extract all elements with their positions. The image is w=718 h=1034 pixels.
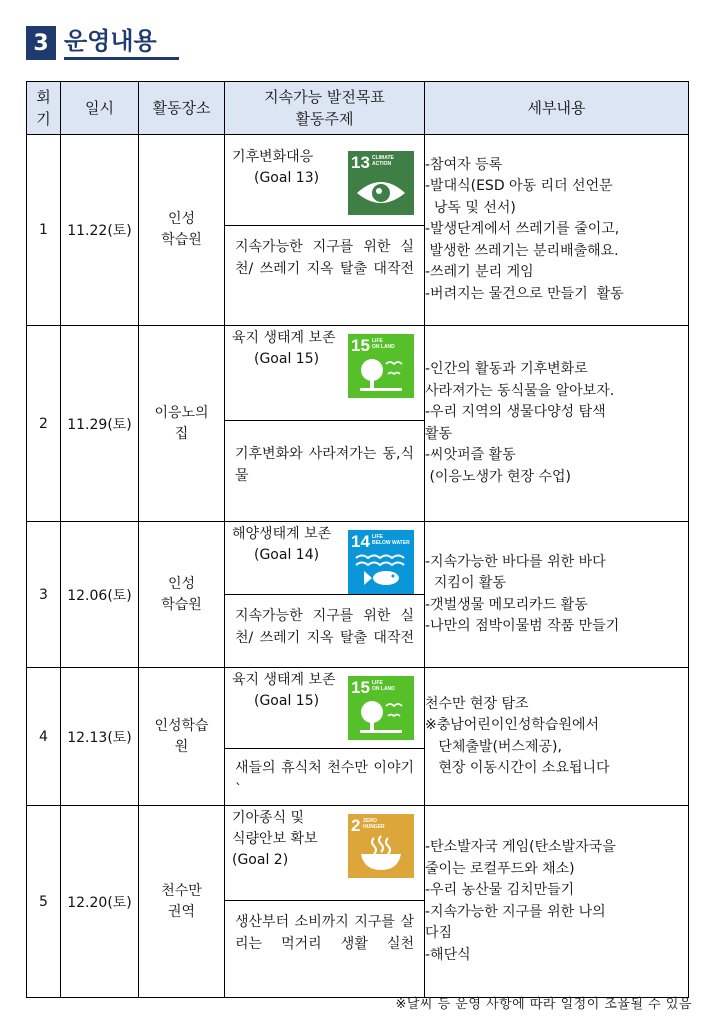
activity-theme: 새들의 휴식처 천수만 이야기` (235, 760, 414, 798)
detail-line: 지킴이 활동 (425, 575, 506, 591)
detail-line: -지속가능한 지구를 위한 나의 (425, 903, 606, 920)
goal-cell (225, 806, 425, 998)
detail-line: -발생단계에서 쓰레기를 줄이고, (425, 221, 620, 238)
place-cell: 인성 학습원 (139, 135, 225, 326)
activity-theme: 기후변화와 사라져가는 동,식물 (235, 446, 414, 484)
sdg-goal-icon (348, 151, 414, 215)
goal-cell (225, 135, 425, 326)
svg-text:LIFE: LIFE (372, 534, 383, 540)
tree-birds-icon (348, 334, 414, 398)
detail-line: 발생한 쓰레기는 분리배출해요. (425, 242, 619, 259)
goal-name: 기후변화대응 (Goal 13) (232, 147, 319, 189)
activity-theme: 지속가능한 지구를 위한 실천/ 쓰레기 지옥 탈출 대작전 (235, 608, 414, 646)
detail-line: -해단식 (425, 946, 471, 963)
detail-line: 천수만 현장 탐조 (425, 695, 529, 712)
details-cell (425, 806, 689, 998)
activity-theme: 생산부터 소비까지 지구를 살리는 먹거리 생활 실천 (235, 914, 414, 952)
goal-name: 육지 생태계 보존 (Goal 15) (232, 670, 336, 712)
bowl-icon (348, 814, 414, 878)
details-cell (425, 668, 689, 806)
svg-text:15: 15 (351, 336, 370, 355)
date-cell: 11.29(토) (61, 326, 139, 522)
detail-line: -갯벌생물 메모리카드 활동 (425, 596, 588, 613)
details-cell (425, 522, 689, 668)
sdg-goal-icon (348, 334, 414, 398)
svg-text:15: 15 (351, 678, 370, 697)
detail-line: 다짐 (425, 925, 453, 941)
sdg-goal-icon (348, 530, 414, 594)
goal-code: (Goal 15) (254, 693, 320, 709)
table-row (27, 668, 689, 806)
details-cell (425, 326, 689, 522)
place-cell: 인성학습 원 (139, 668, 225, 806)
goal-code: (Goal 13) (254, 170, 320, 186)
section-title: 운영내용 (64, 26, 179, 60)
footnote: ※날씨 등 운영 사항에 따라 일정이 조율될 수 있음 (395, 997, 692, 1012)
activity-theme: 지속가능한 지구를 위한 실천/ 쓰레기 지옥 탈출 대작전 (235, 239, 414, 277)
goal-name: 기아종식 및 식량안보 확보 (Goal 2) (232, 808, 318, 871)
round-cell: 3 (27, 522, 61, 668)
svg-text:14: 14 (351, 532, 370, 551)
svg-text:BELOW WATER: BELOW WATER (372, 540, 410, 546)
date-cell: 12.06(토) (61, 522, 139, 668)
detail-line: (이응노생가 현장 수업) (425, 468, 571, 485)
detail-line: -발대식(ESD 아동 리더 선언문 (425, 178, 613, 195)
header-round: 회 기 (27, 82, 61, 135)
detail-line: -지속가능한 바다를 위한 바다 (425, 553, 606, 570)
svg-text:HUNGER: HUNGER (363, 824, 385, 830)
goal-code: (Goal 2) (232, 852, 289, 868)
svg-text:ON LAND: ON LAND (372, 686, 395, 692)
detail-line: 활동 (425, 425, 453, 442)
svg-text:LIFE: LIFE (372, 680, 383, 686)
detail-line: -쓰레기 분리 게임 (425, 264, 534, 281)
section-header (26, 26, 179, 60)
tree-birds-icon (348, 676, 414, 740)
schedule-table (26, 81, 689, 998)
sdg-goal-icon (348, 814, 414, 878)
detail-line: -우리 지역의 생물다양성 탐색 (425, 404, 606, 420)
round-cell: 5 (27, 806, 61, 998)
header-date: 일시 (61, 82, 139, 135)
goal-code: (Goal 15) (254, 351, 320, 367)
goal-cell (225, 522, 425, 668)
detail-line: 현장 이동시간이 소요됩니다 (425, 760, 610, 776)
date-cell: 12.13(토) (61, 668, 139, 806)
table-header-row (27, 82, 689, 135)
goal-cell (225, 326, 425, 522)
detail-line: -우리 농산물 김치만들기 (425, 882, 575, 898)
fish-waves-icon (348, 530, 414, 594)
detail-line: 줄이는 로컬푸드와 채소) (425, 860, 575, 877)
date-cell: 12.20(토) (61, 806, 139, 998)
detail-line: -탄소발자국 게임(탄소발자국을 (425, 839, 616, 855)
place-cell: 천수만 권역 (139, 806, 225, 998)
svg-text:ZERO: ZERO (363, 818, 377, 824)
date-cell: 11.22(토) (61, 135, 139, 326)
section-number: 3 (26, 26, 56, 60)
round-cell: 4 (27, 668, 61, 806)
eye-earth-icon (348, 151, 414, 215)
table-row (27, 135, 689, 326)
detail-line: 단체출발(버스제공), (425, 738, 562, 755)
goal-name: 육지 생태계 보존 (Goal 15) (232, 328, 336, 370)
svg-text:CLIMATE: CLIMATE (372, 155, 394, 161)
round-cell: 1 (27, 135, 61, 326)
detail-line: -나만의 점박이물범 작품 만들기 (425, 618, 620, 634)
round-cell: 2 (27, 326, 61, 522)
place-cell: 인성 학습원 (139, 522, 225, 668)
svg-text:13: 13 (351, 153, 370, 172)
detail-line: 낭독 및 선서) (425, 199, 516, 216)
table-row (27, 522, 689, 668)
goal-code: (Goal 14) (254, 547, 320, 563)
table-row (27, 806, 689, 998)
detail-line: ※충남어린이인성학습원에서 (425, 717, 600, 733)
goal-name: 해양생태계 보존 (Goal 14) (232, 524, 331, 566)
detail-line: -인간의 활동과 기후변화로 (425, 361, 588, 377)
details-cell (425, 135, 689, 326)
sdg-goal-icon (348, 676, 414, 740)
table-row (27, 326, 689, 522)
header-place: 활동장소 (139, 82, 225, 135)
svg-text:ACTION: ACTION (372, 161, 392, 167)
detail-line: 사라져가는 동식물을 알아보자. (425, 382, 615, 399)
svg-text:LIFE: LIFE (372, 338, 383, 344)
goal-cell (225, 668, 425, 806)
header-goal: 지속가능 발전목표 활동주제 (225, 82, 425, 135)
detail-line: -참여자 등록 (425, 156, 503, 173)
svg-text:2: 2 (351, 816, 361, 835)
detail-line: -버려지는 물건으로 만들기 활동 (425, 285, 624, 302)
header-details: 세부내용 (425, 82, 689, 135)
place-cell: 이응노의 집 (139, 326, 225, 522)
detail-line: -씨앗퍼즐 활동 (425, 447, 516, 463)
svg-text:ON LAND: ON LAND (372, 344, 395, 350)
